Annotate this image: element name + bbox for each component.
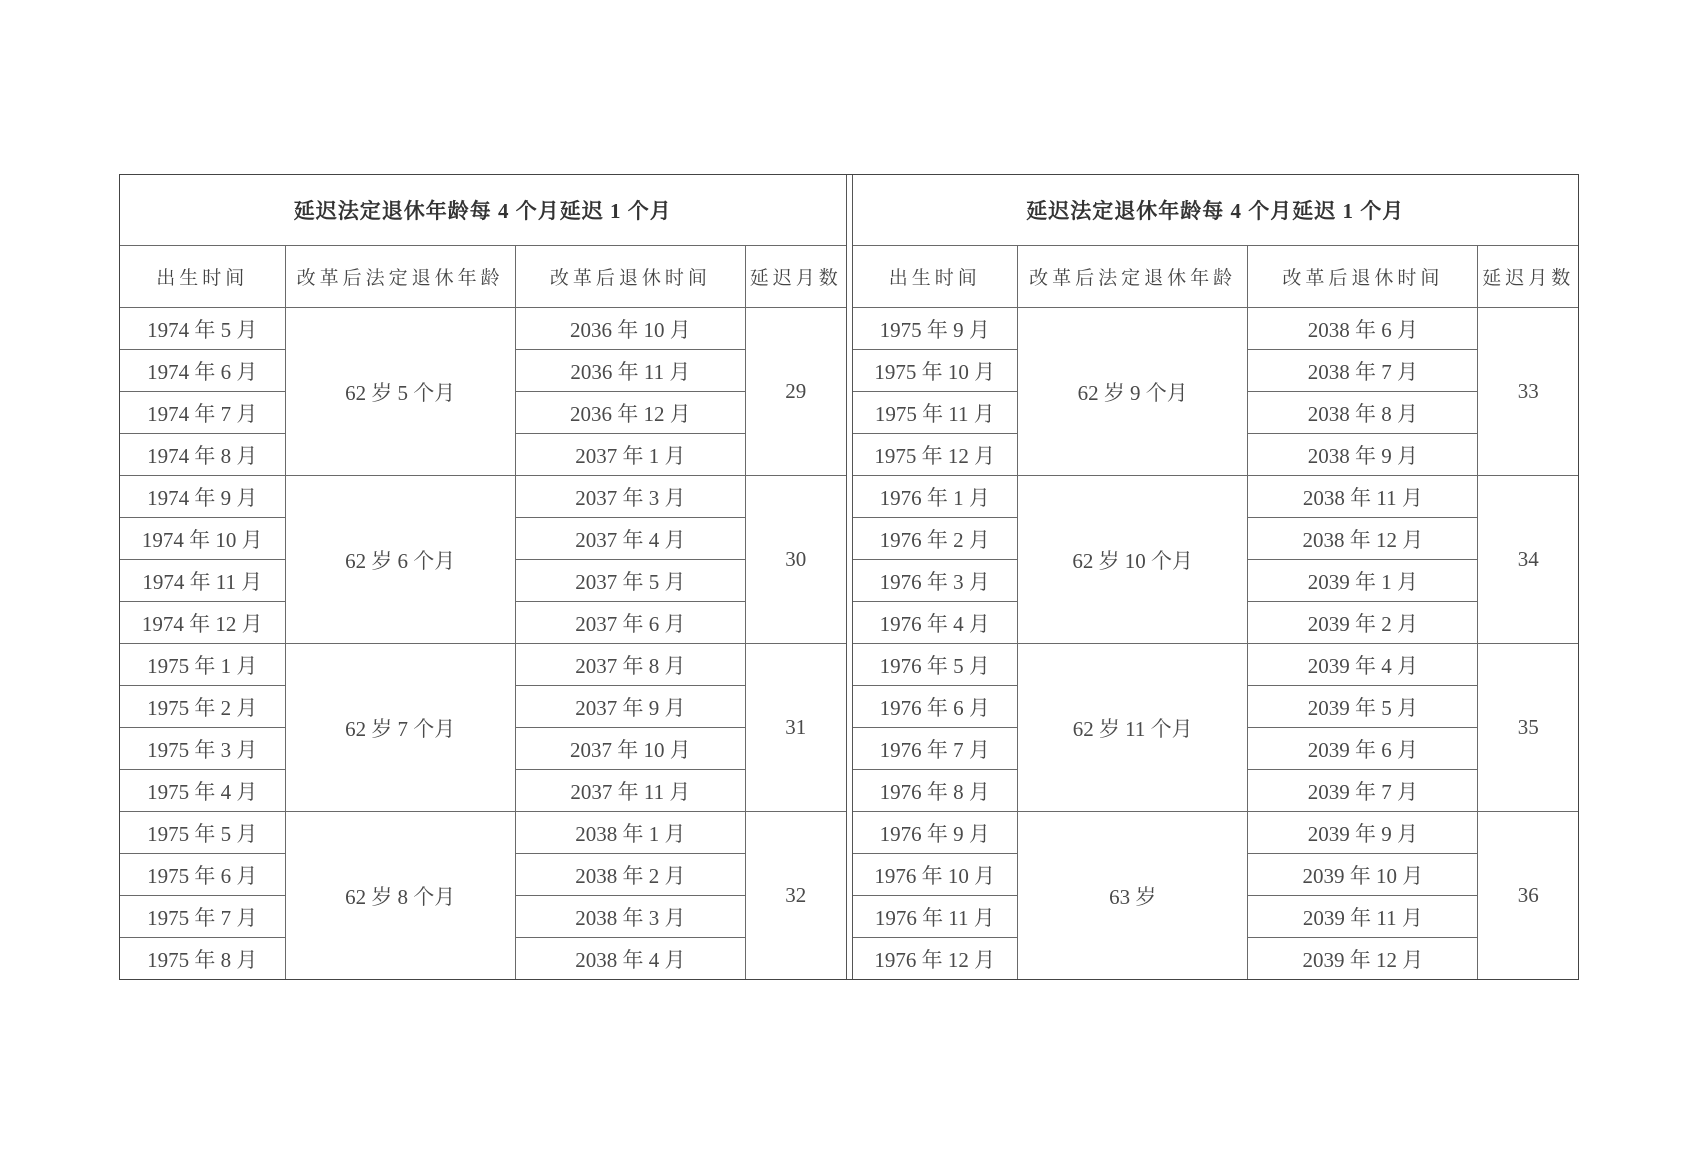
birth-date-cell: 1975 年 9 月: [853, 308, 1018, 350]
retirement-age-cell: 62 岁 11 个月: [1018, 644, 1248, 812]
birth-date-cell: 1976 年 4 月: [853, 602, 1018, 644]
title-row: [120, 175, 846, 246]
birth-date-cell: 1976 年 10 月: [853, 854, 1018, 896]
column-header-birth-date: 出生时间: [120, 246, 285, 308]
retirement-date-cell: 2037 年 11 月: [515, 770, 745, 812]
retirement-date-cell: 2037 年 8 月: [515, 644, 745, 686]
birth-date-cell: 1976 年 8 月: [853, 770, 1018, 812]
table-row: [853, 812, 1579, 854]
retirement-age-cell: 62 岁 5 个月: [285, 308, 515, 476]
birth-date-cell: 1974 年 9 月: [120, 476, 285, 518]
retirement-date-cell: 2039 年 10 月: [1248, 854, 1478, 896]
birth-date-cell: 1975 年 1 月: [120, 644, 285, 686]
retirement-date-cell: 2037 年 3 月: [515, 476, 745, 518]
delay-months-cell: 30: [745, 476, 845, 644]
retirement-date-cell: 2038 年 7 月: [1248, 350, 1478, 392]
retirement-date-cell: 2037 年 6 月: [515, 602, 745, 644]
column-header-retirement-age: 改革后法定退休年龄: [285, 246, 515, 308]
retirement-date-cell: 2039 年 4 月: [1248, 644, 1478, 686]
retirement-date-cell: 2038 年 4 月: [515, 938, 745, 980]
retirement-date-cell: 2037 年 10 月: [515, 728, 745, 770]
retirement-date-cell: 2037 年 9 月: [515, 686, 745, 728]
retirement-date-cell: 2039 年 6 月: [1248, 728, 1478, 770]
birth-date-cell: 1975 年 4 月: [120, 770, 285, 812]
retirement-date-cell: 2039 年 5 月: [1248, 686, 1478, 728]
retirement-date-cell: 2038 年 2 月: [515, 854, 745, 896]
title-row: [853, 175, 1579, 246]
header-row: [120, 246, 846, 308]
retirement-date-cell: 2037 年 4 月: [515, 518, 745, 560]
retirement-age-cell: 62 岁 7 个月: [285, 644, 515, 812]
retirement-date-cell: 2038 年 3 月: [515, 896, 745, 938]
birth-date-cell: 1974 年 8 月: [120, 434, 285, 476]
retirement-date-cell: 2039 年 2 月: [1248, 602, 1478, 644]
birth-date-cell: 1975 年 10 月: [853, 350, 1018, 392]
retirement-date-cell: 2038 年 12 月: [1248, 518, 1478, 560]
retirement-date-cell: 2039 年 12 月: [1248, 938, 1478, 980]
retirement-date-cell: 2037 年 5 月: [515, 560, 745, 602]
birth-date-cell: 1975 年 8 月: [120, 938, 285, 980]
retirement-date-cell: 2039 年 11 月: [1248, 896, 1478, 938]
table-row: [120, 812, 846, 854]
delay-months-cell: 34: [1478, 476, 1578, 644]
table-row: [120, 476, 846, 518]
retirement-date-cell: 2036 年 12 月: [515, 392, 745, 434]
table-half-left: [120, 175, 846, 979]
retirement-age-cell: 62 岁 10 个月: [1018, 476, 1248, 644]
header-row: [853, 246, 1579, 308]
retirement-date-cell: 2038 年 1 月: [515, 812, 745, 854]
birth-date-cell: 1975 年 7 月: [120, 896, 285, 938]
delay-months-cell: 31: [745, 644, 845, 812]
table-row: [120, 644, 846, 686]
column-header-retirement-age: 改革后法定退休年龄: [1018, 246, 1248, 308]
retirement-age-cell: 62 岁 9 个月: [1018, 308, 1248, 476]
column-header-birth-date: 出生时间: [853, 246, 1018, 308]
retirement-age-cell: 62 岁 8 个月: [285, 812, 515, 980]
birth-date-cell: 1975 年 6 月: [120, 854, 285, 896]
table-title: 延迟法定退休年龄每 4 个月延迟 1 个月: [853, 175, 1579, 246]
birth-date-cell: 1976 年 9 月: [853, 812, 1018, 854]
retirement-date-cell: 2038 年 9 月: [1248, 434, 1478, 476]
birth-date-cell: 1976 年 1 月: [853, 476, 1018, 518]
birth-date-cell: 1974 年 7 月: [120, 392, 285, 434]
birth-date-cell: 1975 年 2 月: [120, 686, 285, 728]
birth-date-cell: 1974 年 12 月: [120, 602, 285, 644]
retirement-date-cell: 2039 年 7 月: [1248, 770, 1478, 812]
retirement-date-cell: 2038 年 11 月: [1248, 476, 1478, 518]
table-title: 延迟法定退休年龄每 4 个月延迟 1 个月: [120, 175, 846, 246]
birth-date-cell: 1976 年 11 月: [853, 896, 1018, 938]
retirement-date-cell: 2038 年 6 月: [1248, 308, 1478, 350]
birth-date-cell: 1976 年 12 月: [853, 938, 1018, 980]
retirement-age-table: [119, 174, 1579, 980]
column-header-retirement-date: 改革后退休时间: [1248, 246, 1478, 308]
birth-date-cell: 1974 年 11 月: [120, 560, 285, 602]
delay-months-cell: 33: [1478, 308, 1578, 476]
retirement-date-cell: 2037 年 1 月: [515, 434, 745, 476]
table-row: [853, 644, 1579, 686]
birth-date-cell: 1974 年 5 月: [120, 308, 285, 350]
retirement-date-cell: 2036 年 10 月: [515, 308, 745, 350]
delay-months-cell: 35: [1478, 644, 1578, 812]
retirement-date-cell: 2039 年 9 月: [1248, 812, 1478, 854]
retirement-date-cell: 2036 年 11 月: [515, 350, 745, 392]
table-half-right: [853, 175, 1579, 979]
table-row: [853, 308, 1579, 350]
delay-months-cell: 32: [745, 812, 845, 980]
birth-date-cell: 1976 年 3 月: [853, 560, 1018, 602]
column-header-delay-months: 延迟月数: [1478, 246, 1578, 308]
double-divider: [846, 175, 853, 979]
birth-date-cell: 1976 年 6 月: [853, 686, 1018, 728]
delay-months-cell: 29: [745, 308, 845, 476]
birth-date-cell: 1975 年 3 月: [120, 728, 285, 770]
birth-date-cell: 1974 年 10 月: [120, 518, 285, 560]
column-header-delay-months: 延迟月数: [745, 246, 845, 308]
column-header-retirement-date: 改革后退休时间: [515, 246, 745, 308]
delay-months-cell: 36: [1478, 812, 1578, 980]
birth-date-cell: 1976 年 2 月: [853, 518, 1018, 560]
table-row: [120, 308, 846, 350]
birth-date-cell: 1976 年 5 月: [853, 644, 1018, 686]
retirement-age-cell: 62 岁 6 个月: [285, 476, 515, 644]
table-row: [853, 476, 1579, 518]
retirement-age-cell: 63 岁: [1018, 812, 1248, 980]
birth-date-cell: 1975 年 11 月: [853, 392, 1018, 434]
birth-date-cell: 1975 年 12 月: [853, 434, 1018, 476]
retirement-date-cell: 2038 年 8 月: [1248, 392, 1478, 434]
birth-date-cell: 1974 年 6 月: [120, 350, 285, 392]
retirement-date-cell: 2039 年 1 月: [1248, 560, 1478, 602]
birth-date-cell: 1976 年 7 月: [853, 728, 1018, 770]
birth-date-cell: 1975 年 5 月: [120, 812, 285, 854]
